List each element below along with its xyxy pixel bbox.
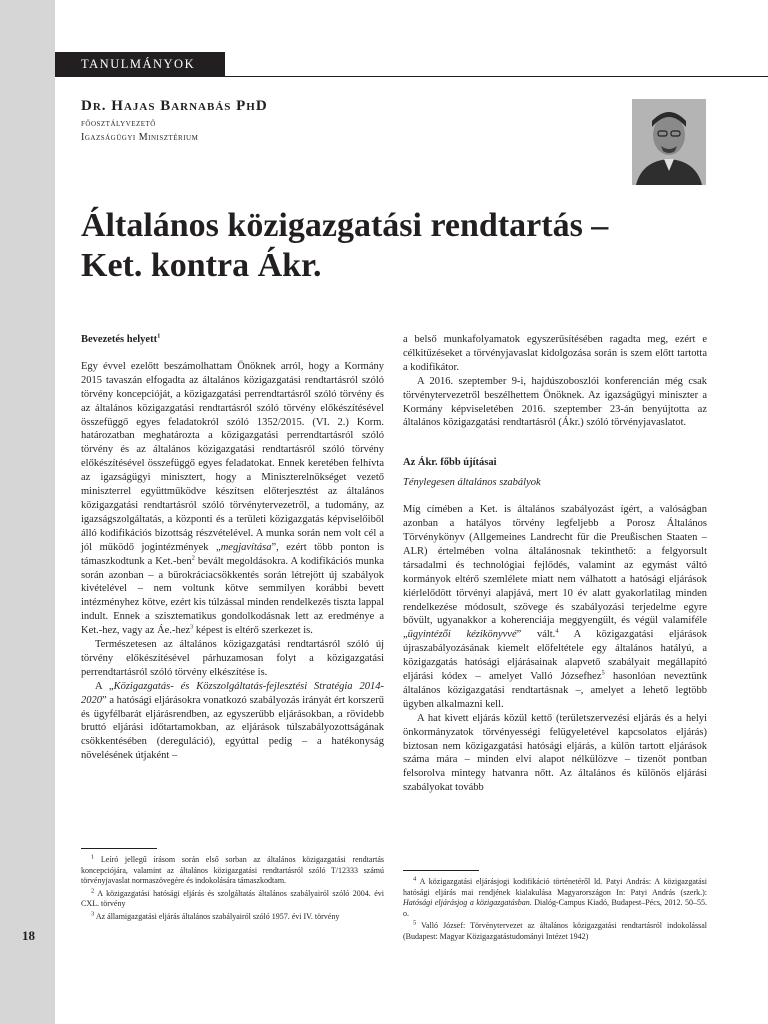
page-number: 18 — [22, 928, 35, 943]
intro-heading — [81, 333, 384, 347]
title-line-1: Általános közigazgatási rendtartás – — [81, 207, 609, 244]
footnote-number: 5 — [413, 919, 417, 927]
footnote-text: Az államigazgatási eljárás általános szabályairól szóló 1957. évi IV. törvény — [95, 911, 340, 921]
paragraph-text: A közigazgatási eljárások újraszabályozásának kiemelt előfeltétele egy általános hatályú, a közigazgatás hatósági eljárásainak alapvető szabályait megállapító eljárási kódex – amelyet Valló Józsefhez — [403, 629, 707, 683]
author-institution: Igazságügyi Minisztérium — [81, 132, 199, 143]
column-left — [81, 333, 384, 763]
footnote-text: A közigazgatási eljárásjogi kodifikáció történetéről ld. Patyi András: A közigazgatási hatósági eljárás mai rendjének kialakulása Magyarországon In: Patyi András (szerk.): — [403, 877, 708, 897]
paragraph-italic: Közigazgatás- és Közszolgáltatás-fejlesztési Stratégia 2014-2020 — [81, 680, 384, 706]
author-name: Dr. Hajas Barnabás PhD — [81, 98, 268, 114]
footnote-text: A közigazgatási hatósági eljárás és szolgáltatás általános szabályairól szóló 2004. évi CXL. törvény — [81, 888, 385, 908]
footnote-text: Valló József: Törvénytervezet az általános közigazgatási rendtartásról indokolással (Budapest: Magyar Közigazgatástudományi Intézet 1942) — [403, 921, 707, 941]
footnote-ref[interactable]: 1 — [157, 332, 161, 340]
section-rule — [55, 76, 768, 77]
footnote-text: Leíró jellegű írásom során első sorban az általános közigazgatási rendtartás koncepciójára, valamint az általános közigazgatási rendtartásról szóló T/12333 számú törvényjavaslat normaszövegére és indokolására támaszkodtam. — [81, 855, 384, 885]
footnote-text: . Dialóg-Campus Kiadó, Budapest–Pécs, 2012. 50–55. o. — [403, 898, 707, 918]
paragraph-text: ”, ezért több ponton is támaszkodtunk a Ket.-ben — [81, 541, 384, 567]
footnote-italic: Hatósági eljárásjog a közigazgatásban — [403, 898, 530, 907]
section-heading: Az Ákr. főbb újításai — [403, 457, 497, 469]
paragraph — [403, 503, 707, 712]
footnote-rule — [403, 870, 479, 871]
paragraph-text: ” vált. — [516, 629, 556, 641]
page-margin — [0, 0, 55, 1024]
paragraph-text: Egy évvel ezelőtt beszámolhattam Önöknek arról, hogy a Kormány 2015 tavaszán elfogadta az általános közigazgatási rendtartásról szóló törvény koncepcióját, a közigazgatási perrendtartásról szóló törvény és az általános közigazgatási rendtartásról szóló törvény előkészítésével összefüggő egyes feladatokról szóló 1352/2015. (VI. 2.) Korm. határozatban meghatározta a közigazgatási perrendtartásról szóló törvény és az általános közigazgatási rendtartásról szóló törvény előkészítésével összefüggő egyes feladatokat. Ennek keretében felhívta az igazságügyi minisztert, hogy a Miniszterelnökséget vezető miniszterrel együttműködve készítsen előterjesztést az általános közigazgatási rendtartásról szóló törvénytervezetről, a tudomány, az igazságszolgáltatás, a központi és a területi közigazgatás képviselőiből álló kodifikációs bizottság részvételével. A munka során nem volt cél a jól működő jogintézmények „ — [81, 360, 384, 553]
paragraph-italic: ügyintézői kézikönyvvé — [407, 629, 517, 641]
paragraph-text: Míg címében a Ket. is általános szabályozást ígért, a valóságban azonban a hatályos törvény legfeljebb a Porosz Általános Törvénykönyv (Allgemeines Landrecht für die Preußischen Staaten – ALR) értelmében volna általánosnak tekinthető: a felgyorsult társadalmi és technológiai fejlődés, valamint az egymást váltó kormányok eltérő szemlélete miatt nem válhatott a hatósági eljárások kiérlelődött törvényi alapjává, mert 10 év alatt gyakorlatilag minden rendelkezése módosult, szövege és szabályozási terjedelme egyre bővült, ugyanakkor a koherenciája meggyengült, és végül valamiféle „ — [403, 504, 707, 641]
intro-heading-text: Bevezetés helyett — [81, 334, 158, 345]
footnote-ref[interactable]: 5 — [601, 669, 605, 677]
paragraph-text: hasonlóan neveztünk általános közigazgatási rendtartásnak –, amelyet a lehető legtöbb ügyben alkalmazni kell. — [403, 671, 707, 710]
paragraph-text: bevált megoldásokra. A kodifikációs munka során azonban – a bürokráciacsökkentés során létrejött új szabályok kivételével – nem voltunk kötve semmilyen korábbi bevett intézményhez kötve, ezért kis túlzással minden rendelkezés tiszta lappal indult. Ennek a szisztematikus gondolkodásnak lett az eredménye a Ket.-hez, vagy az Áe.-hez — [81, 555, 384, 637]
section-label: TANULMÁNYOK — [55, 52, 225, 76]
footnote-number: 2 — [91, 886, 95, 894]
footnote — [403, 877, 707, 919]
footnote-ref[interactable]: 3 — [190, 623, 194, 631]
footnote — [403, 921, 707, 942]
footnote — [81, 909, 384, 923]
footnote-number: 4 — [413, 875, 417, 883]
footnote-ref[interactable]: 4 — [555, 627, 559, 635]
author-block — [81, 98, 268, 143]
footnote-number: 1 — [91, 853, 95, 861]
footnotes-right — [403, 870, 707, 944]
article-title — [81, 206, 701, 286]
paragraph-italic: megjavítása — [220, 541, 272, 553]
subsection-heading: Ténylegesen általános szabályok — [403, 477, 541, 489]
author-position: főosztályvezető — [81, 118, 156, 129]
footnote — [81, 855, 384, 887]
paragraph: A hat kivett eljárás közül kettő (területszervezési eljárás és a helyi önkormányzatok törvényességi felügyeletével kapcsolatos eljárás) biztosan nem közigazgatási hatósági eljárás, a külön tartott eljárások száma mára – minden elvi alapot nélkülözve – tizenöt pontban felsorolva mintegy hatvanra nőtt. Az általános és különös eljárási szabályokat tovább — [403, 712, 707, 794]
footnote-rule — [81, 848, 157, 849]
paragraph-text: képest is eltérő szerkezet is. — [193, 625, 313, 637]
journal-page — [55, 0, 768, 1024]
title-line-2: Ket. kontra Ákr. — [81, 247, 322, 284]
paragraph: a belső munkafolyamatok egyszerűsítésében ragadta meg, ezért e célkitűzéseket a törvényjavaslat kidolgozása során is szem előtt tartotta a kodifikátor. — [403, 334, 707, 373]
author-photo — [632, 99, 706, 185]
footnotes-left — [81, 848, 384, 924]
footnote-number: 3 — [91, 909, 95, 917]
footnote — [81, 886, 385, 910]
paragraph: Természetesen az általános közigazgatási rendtartásról szóló új törvény előkészítésével párhuzamosan folyt a közigazgatási perrendtartásról szóló törvény elkészítése is. — [81, 639, 384, 678]
footnote-ref[interactable]: 2 — [191, 554, 195, 562]
paragraph — [81, 360, 384, 638]
paragraph — [81, 680, 384, 763]
paragraph: A 2016. szeptember 9-i, hajdúszoboszlói konferencián még csak törvénytervezetről beszélhettem Önöknek. Az igazságügyi miniszter a Kormány képviseletében 2016. szeptember 23-án benyújtotta az általános közigazgatási rendtartásról (Ákr.) szóló törvényjavaslatot. — [403, 375, 707, 429]
paragraph-text: ” a hatósági eljárásokra vonatkozó szabályozás irányát ért korszerű és ügyfélbarát eljárásrendben, az egyszerűbb eljárásokban, a rövidebb bruttó eljárási időtartamokban, az eljárások túlszabályozottságának csökkentésében (dereguláció), egyúttal pedig – a hatékonyság növelésének útjaként – — [81, 694, 384, 762]
paragraph-text: A „ — [95, 680, 114, 692]
column-right — [403, 333, 707, 795]
